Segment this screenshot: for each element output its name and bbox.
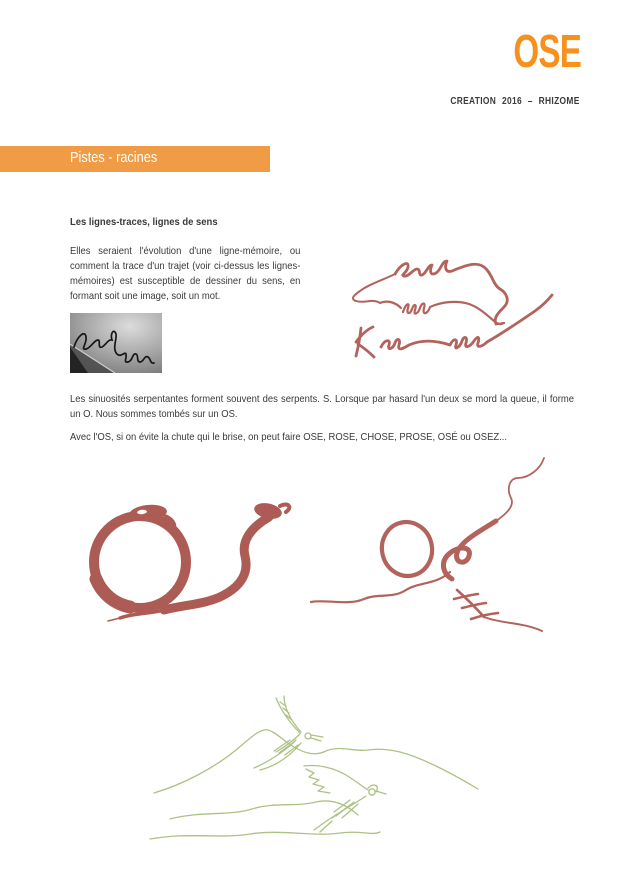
section-banner [0, 146, 270, 172]
figure-green-swallows [148, 690, 483, 845]
paragraph-lignes-traces: Elles seraient l'évolution d'une ligne-mémoire, ou comment la trace d'un trajet (voir ci-dessus les lignes-mémoires) est susceptible de dessiner du sens, en formant soit une image, soit un mot. [70, 245, 301, 302]
figure-ose-ribbon [308, 452, 560, 652]
paragraph-sinuosites: Les sinuosités serpentantes forment souvent des serpents. S. Lorsque par hasard l'un deux se mord la queue, il forme un O. Nous sommes tombés sur un OS. [70, 393, 574, 420]
brand-logo: OSE [513, 25, 581, 77]
creation-tagline: CREATION 2016 – RHIZOME [450, 95, 580, 107]
figure-os-snakes [72, 467, 322, 642]
banner-label: Pistes - racines [70, 150, 158, 166]
section-heading: Les lignes-traces, lignes de sens [70, 216, 218, 228]
figure-photo-la-ligne [70, 313, 162, 373]
figure-red-script-sketch [343, 240, 558, 368]
paragraph-avec-los: Avec l'OS, si on évite la chute qui le brise, on peut faire OSE, ROSE, CHOSE, PROSE, OSÉ ou OSEZ... [70, 431, 508, 443]
